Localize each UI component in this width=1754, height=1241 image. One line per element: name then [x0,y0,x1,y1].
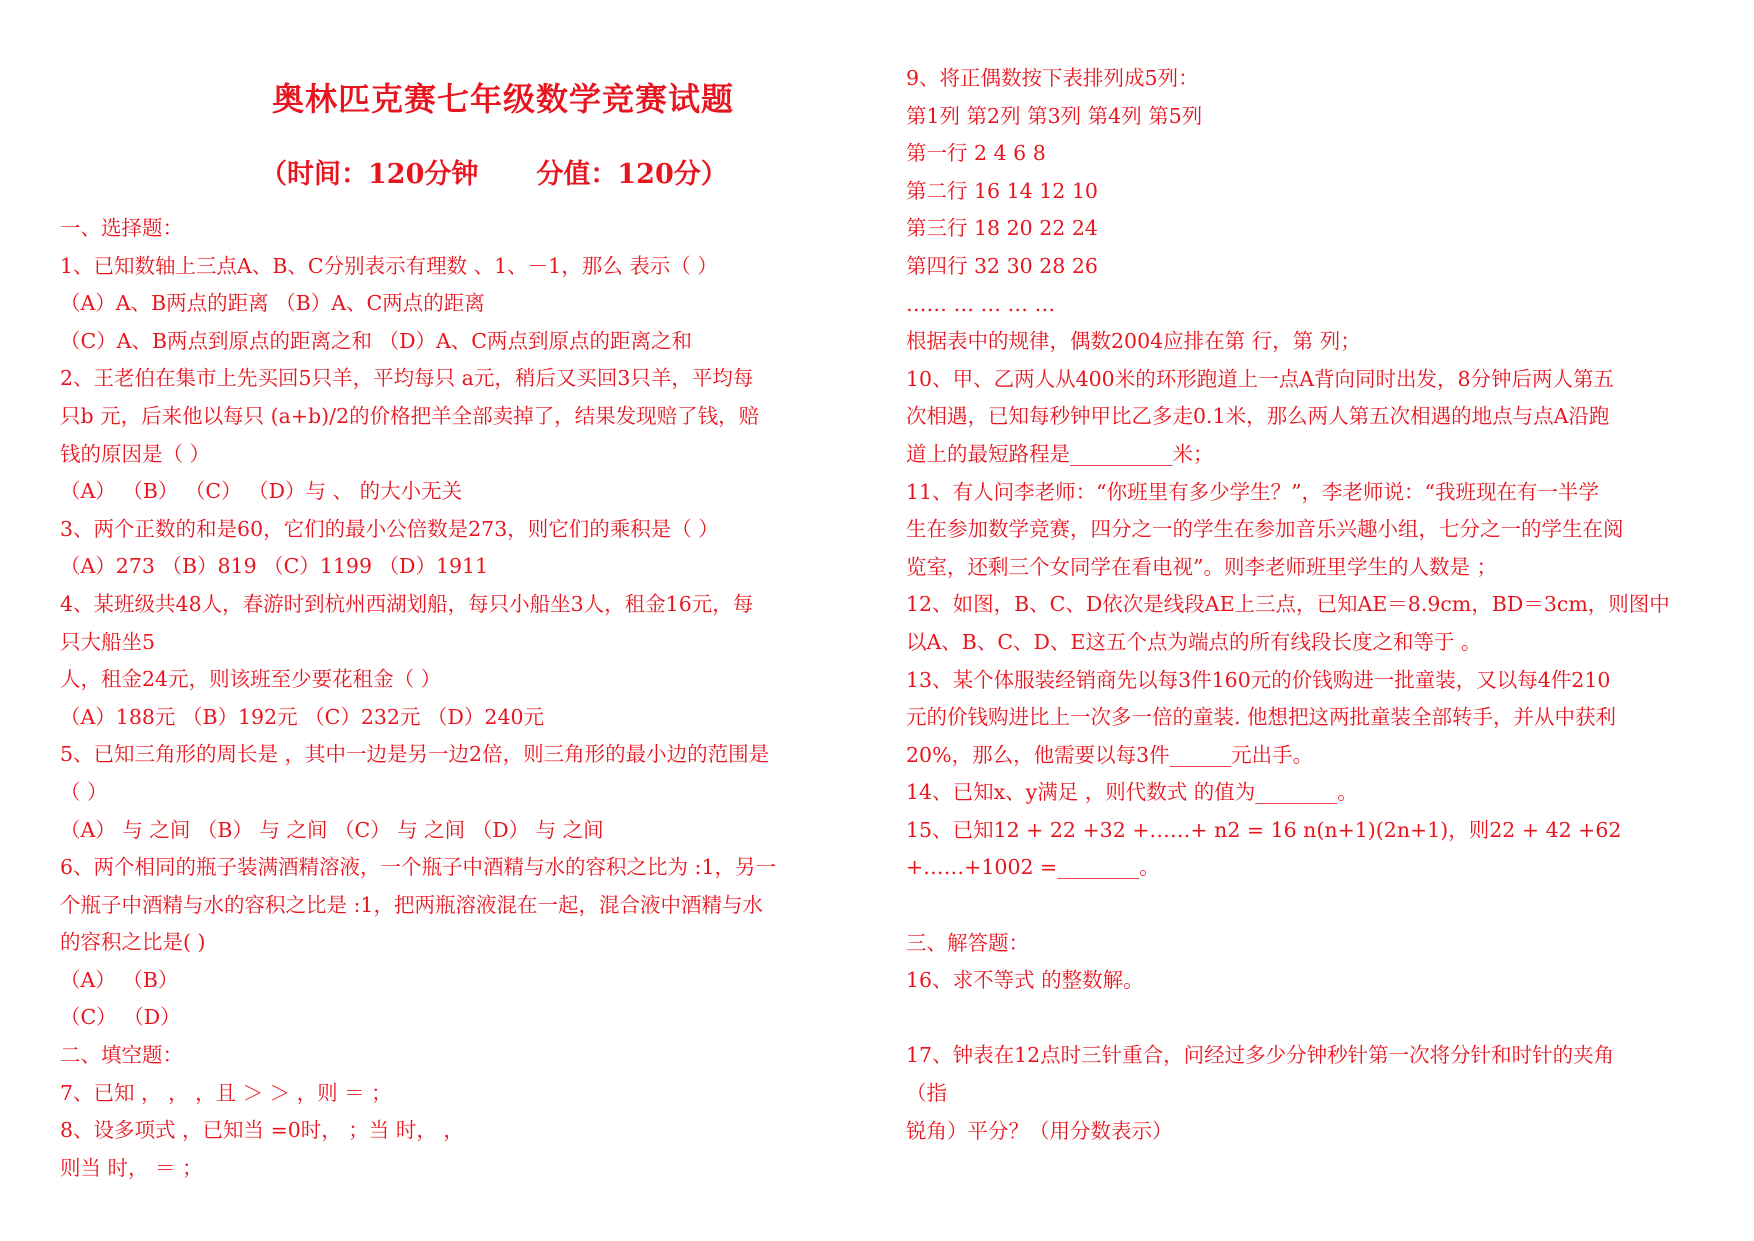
blank-line [906,1000,1670,1038]
question-line: 根据表中的规律，偶数2004应排在第 行，第 列； [906,329,1361,354]
question-line: 2、王老伯在集市上先买回5只羊，平均每只 a元，稍后又买回3只羊，平均每 [60,366,754,391]
question-line: 6、两个相同的瓶子装满酒精溶液，一个瓶子中酒精与水的容积之比为 :1，另一 [60,855,777,880]
question-line: 次相遇，已知每秒钟甲比乙多走0.1米，那么两人第五次相遇的地点与点A沿跑 [906,404,1610,429]
question-line: 8、设多项式 ，已知当 =0时， ；当 时， ， [60,1118,464,1143]
question-line: 锐角）平分？（用分数表示） [906,1118,1173,1143]
option-line: （A）A、B两点的距离 （B）A、C两点的距离 [60,291,485,316]
option-line: （C）A、B两点到原点的距离之和 （D）A、C两点到原点的距离之和 [60,328,692,353]
option-line: （A）188元 （B）192元 （C）232元 （D）240元 [60,704,545,729]
exam-time: （时间：120分钟 [260,159,479,190]
question-line: 以A、B、C、D、E这五个点为端点的所有线段长度之和等于 。 [906,629,1482,654]
page-title: 奥林匹克赛七年级数学竞赛试题 [272,80,735,118]
question-line: 生在参加数学竞赛，四分之一的学生在参加音乐兴趣小组，七分之一的学生在阅 [906,517,1624,542]
table-row-line: 第二行 16 14 12 10 [906,178,1098,203]
left-question-list [60,210,776,1187]
question-line: 13、某个体服装经销商先以每3件160元的价钱购进一批童装，又以每4件210 [906,667,1611,692]
question-line: 元的价钱购进比上一次多一倍的童装. 他想把这两批童装全部转手，并从中获利 [906,705,1617,730]
section-heading: 二、填空题： [60,1043,183,1068]
question-line: 只大船坐5 [60,629,156,654]
right-question-list [906,60,1670,1150]
option-line: （C） （D） [60,1005,181,1030]
question-line: 5、已知三角形的周长是 ，其中一边是另一边2倍，则三角形的最小边的范围是 [60,742,770,767]
question-line: +……+1002 =________。 [906,855,1160,880]
blank-line [906,887,1670,925]
option-line: （A） （B） （C） （D）与 、 的大小无关 [60,479,463,504]
question-line: 20%，那么，他需要以每3件______元出手。 [906,742,1314,767]
question-line: 个瓶子中酒精与水的容积之比是 :1，把两瓶溶液混在一起，混合液中酒精与水 [60,892,763,917]
question-line: 14、已知x、y满足 ，则代数式 的值为________。 [906,780,1358,805]
question-line: 9、将正偶数按下表排列成5列： [906,66,1199,90]
option-line: （A） 与 之间 （B） 与 之间 （C） 与 之间 （D） 与 之间 [60,817,604,842]
question-line: 15、已知12 + 22 +32 +……+ n2 = 16 n(n+1)(2n+1)，则22 + 42 +62 [906,817,1622,842]
question-line: 4、某班级共48人，春游时到杭州西湖划船，每只小船坐3人，租金16元，每 [60,591,754,616]
question-line: 道上的最短路程是__________米； [906,441,1214,466]
question-line: （ ） [60,779,108,804]
question-line: 1、已知数轴上三点A、B、C分别表示有理数 、1、－1，那么 表示（ ） [60,253,718,278]
question-line: 12、如图，B、C、D依次是线段AE上三点，已知AE＝8.9cm，BD＝3cm，则图中 [906,592,1670,617]
exam-info [260,152,728,191]
question-line: 钱的原因是（ ） [60,441,211,466]
table-row-line: 第一行 2 4 6 8 [906,141,1046,166]
option-line: （A）273 （B）819 （C）1199 （D）1911 [60,554,489,579]
question-line: 的容积之比是( ) [60,930,206,955]
question-line: 览室，还剩三个女同学在看电视”。则李老师班里学生的人数是 ； [906,554,1497,579]
question-line: 3、两个正数的和是60，它们的最小公倍数是273，则它们的乘积是（ ） [60,516,719,541]
section-heading: 一、选择题： [60,216,183,240]
table-row-line: 第三行 18 20 22 24 [906,216,1098,241]
table-ellipsis-line: …… … … … … [906,291,1056,316]
question-line: 16、求不等式 的整数解。 [906,968,1144,993]
question-line: 10、甲、乙两人从400米的环形跑道上一点A背向同时出发，8分钟后两人第五 [906,366,1615,391]
question-line: 17、钟表在12点时三针重合，问经过多少分钟秒针第一次将分针和时针的夹角 [906,1043,1615,1068]
question-line: 则当 时， ＝ ； [60,1155,203,1180]
section-heading: 三、解答题： [906,930,1029,955]
question-line: 只b 元，后来他以每只 (a+b)/2的价格把羊全部卖掉了，结果发现赔了钱，赔 [60,403,760,428]
table-header-line: 第1列 第2列 第3列 第4列 第5列 [906,103,1203,128]
question-line: 人，租金24元，则该班至少要花租金（ ） [60,667,442,692]
table-row-line: 第四行 32 30 28 26 [906,253,1098,278]
exam-score: 分值：120分） [536,159,728,190]
question-line: 11、有人问李老师：“你班里有多少学生？”，李老师说：“我班现在有一半学 [906,479,1600,504]
question-line: （指 [906,1081,947,1106]
option-line: （A） （B） [60,967,179,992]
question-line: 7、已知 ， ， ，且 ＞ ＞ ，则 ＝ ； [60,1080,392,1105]
